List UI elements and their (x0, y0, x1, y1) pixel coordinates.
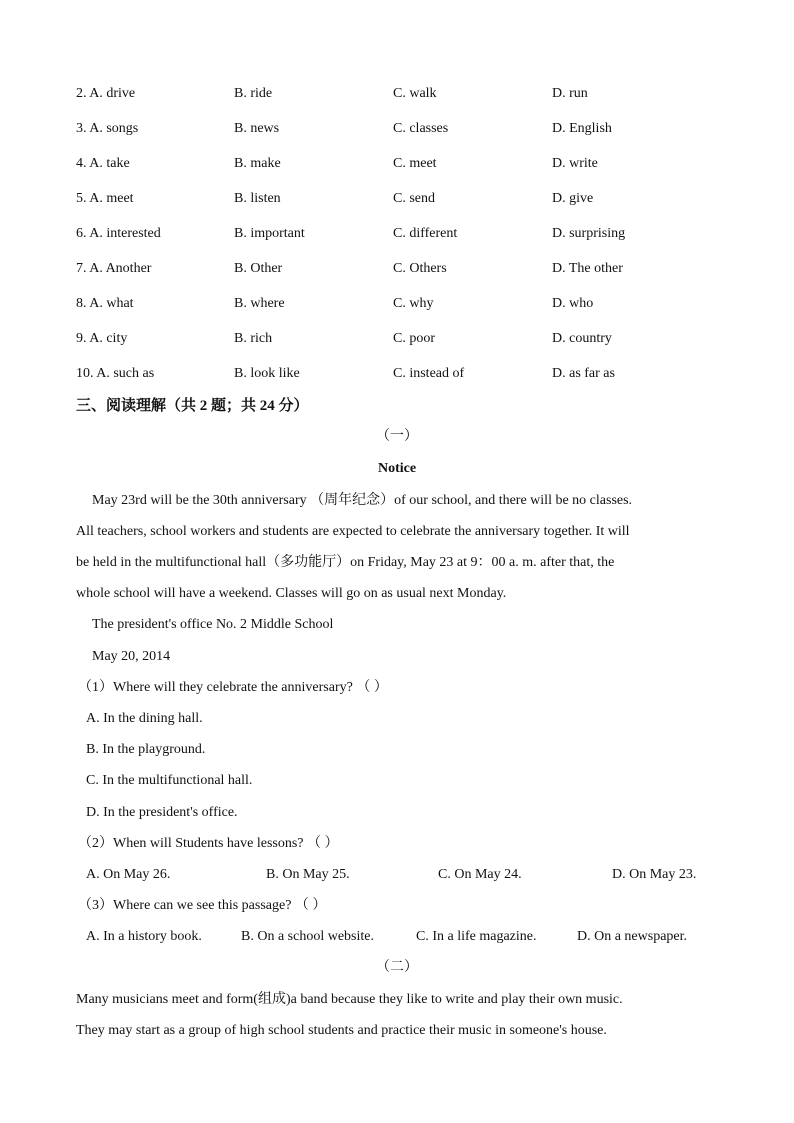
option-d: D. run (552, 86, 588, 101)
answer-option: C. In the multifunctional hall. (86, 773, 253, 788)
option-b: B. listen (234, 191, 281, 206)
option-a: 9. A. city (76, 331, 128, 346)
option-d: D. give (552, 191, 594, 206)
option-a: 6. A. interested (76, 226, 161, 241)
option-b: B. news (234, 121, 280, 136)
option-row (0, 119, 794, 139)
option-c: C. classes (393, 121, 449, 136)
question-stem: （2）When will Students have lessons? （ ） (78, 836, 339, 851)
option-a: 4. A. take (76, 156, 130, 171)
option-row (0, 224, 794, 244)
answer-option: D. In the president's office. (86, 805, 238, 820)
option-c: C. different (393, 226, 458, 241)
part-label: （一） (376, 429, 418, 444)
option-row (0, 329, 794, 349)
option-d: D. English (552, 121, 612, 136)
option-row (0, 189, 794, 209)
option-a: 2. A. drive (76, 86, 136, 101)
option-d: D. country (552, 331, 612, 346)
option-b: B. where (234, 296, 285, 311)
option-a: 10. A. such as (76, 366, 155, 381)
answer-option: B. In the playground. (86, 742, 206, 757)
option-row (0, 259, 794, 279)
option-row (0, 84, 794, 104)
answer-option: A. In a history book. (86, 929, 202, 944)
option-c: C. send (393, 191, 435, 206)
option-d: D. write (552, 156, 598, 171)
answer-option: A. In the dining hall. (86, 711, 203, 726)
option-c: C. poor (393, 331, 435, 346)
option-a: 5. A. meet (76, 191, 134, 206)
answer-option: B. On a school website. (241, 929, 374, 944)
option-c: C. why (393, 296, 434, 311)
notice-line: whole school will have a weekend. Classes will go on as usual next Monday. (76, 586, 507, 601)
notice-line: May 23rd will be the 30th anniversary （周年纪念）of our school, and there will be no classes. (92, 493, 633, 508)
option-b: B. make (234, 156, 281, 171)
option-c: C. instead of (393, 366, 465, 381)
option-b: B. look like (234, 366, 300, 381)
answer-option: A. On May 26. (86, 867, 171, 882)
notice-signature: The president's office No. 2 Middle School (92, 617, 334, 632)
option-a: 7. A. Another (76, 261, 152, 276)
option-c: C. walk (393, 86, 437, 101)
option-c: C. Others (393, 261, 447, 276)
option-d: D. The other (552, 261, 623, 276)
option-c: C. meet (393, 156, 437, 171)
passage-line: Many musicians meet and form(组成)a band because they like to write and play their own music. (76, 992, 623, 1007)
option-a: 3. A. songs (76, 121, 139, 136)
option-b: B. Other (234, 261, 283, 276)
option-b: B. rich (234, 331, 273, 346)
option-d: D. as far as (552, 366, 615, 381)
answer-option: B. On May 25. (266, 867, 350, 882)
option-b: B. ride (234, 86, 273, 101)
option-a: 8. A. what (76, 296, 134, 311)
option-row (0, 294, 794, 314)
option-row (0, 364, 794, 384)
notice-title: Notice (377, 461, 417, 476)
notice-date: May 20, 2014 (92, 649, 171, 664)
answer-option: D. On a newspaper. (577, 929, 688, 944)
section-heading: 三、阅读理解（共 2 题；共 24 分） (76, 398, 309, 414)
passage-line: They may start as a group of high school students and practice their music in someone's house. (76, 1023, 607, 1038)
notice-line: be held in the multifunctional hall（多功能厅）on Friday, May 23 at 9：00 a. m. after that, the (76, 555, 615, 570)
answer-option: C. On May 24. (438, 867, 522, 882)
option-d: D. surprising (552, 226, 626, 241)
answer-option: D. On May 23. (612, 867, 697, 882)
option-b: B. important (234, 226, 305, 241)
part-label: （二） (376, 960, 418, 975)
question-stem: （1）Where will they celebrate the anniversary? （ ） (78, 680, 388, 695)
option-row (0, 154, 794, 174)
answer-option: C. In a life magazine. (416, 929, 537, 944)
question-stem: （3）Where can we see this passage? （ ） (78, 898, 327, 913)
option-d: D. who (552, 296, 594, 311)
notice-line: All teachers, school workers and students are expected to celebrate the anniversary together. It will (76, 524, 630, 539)
